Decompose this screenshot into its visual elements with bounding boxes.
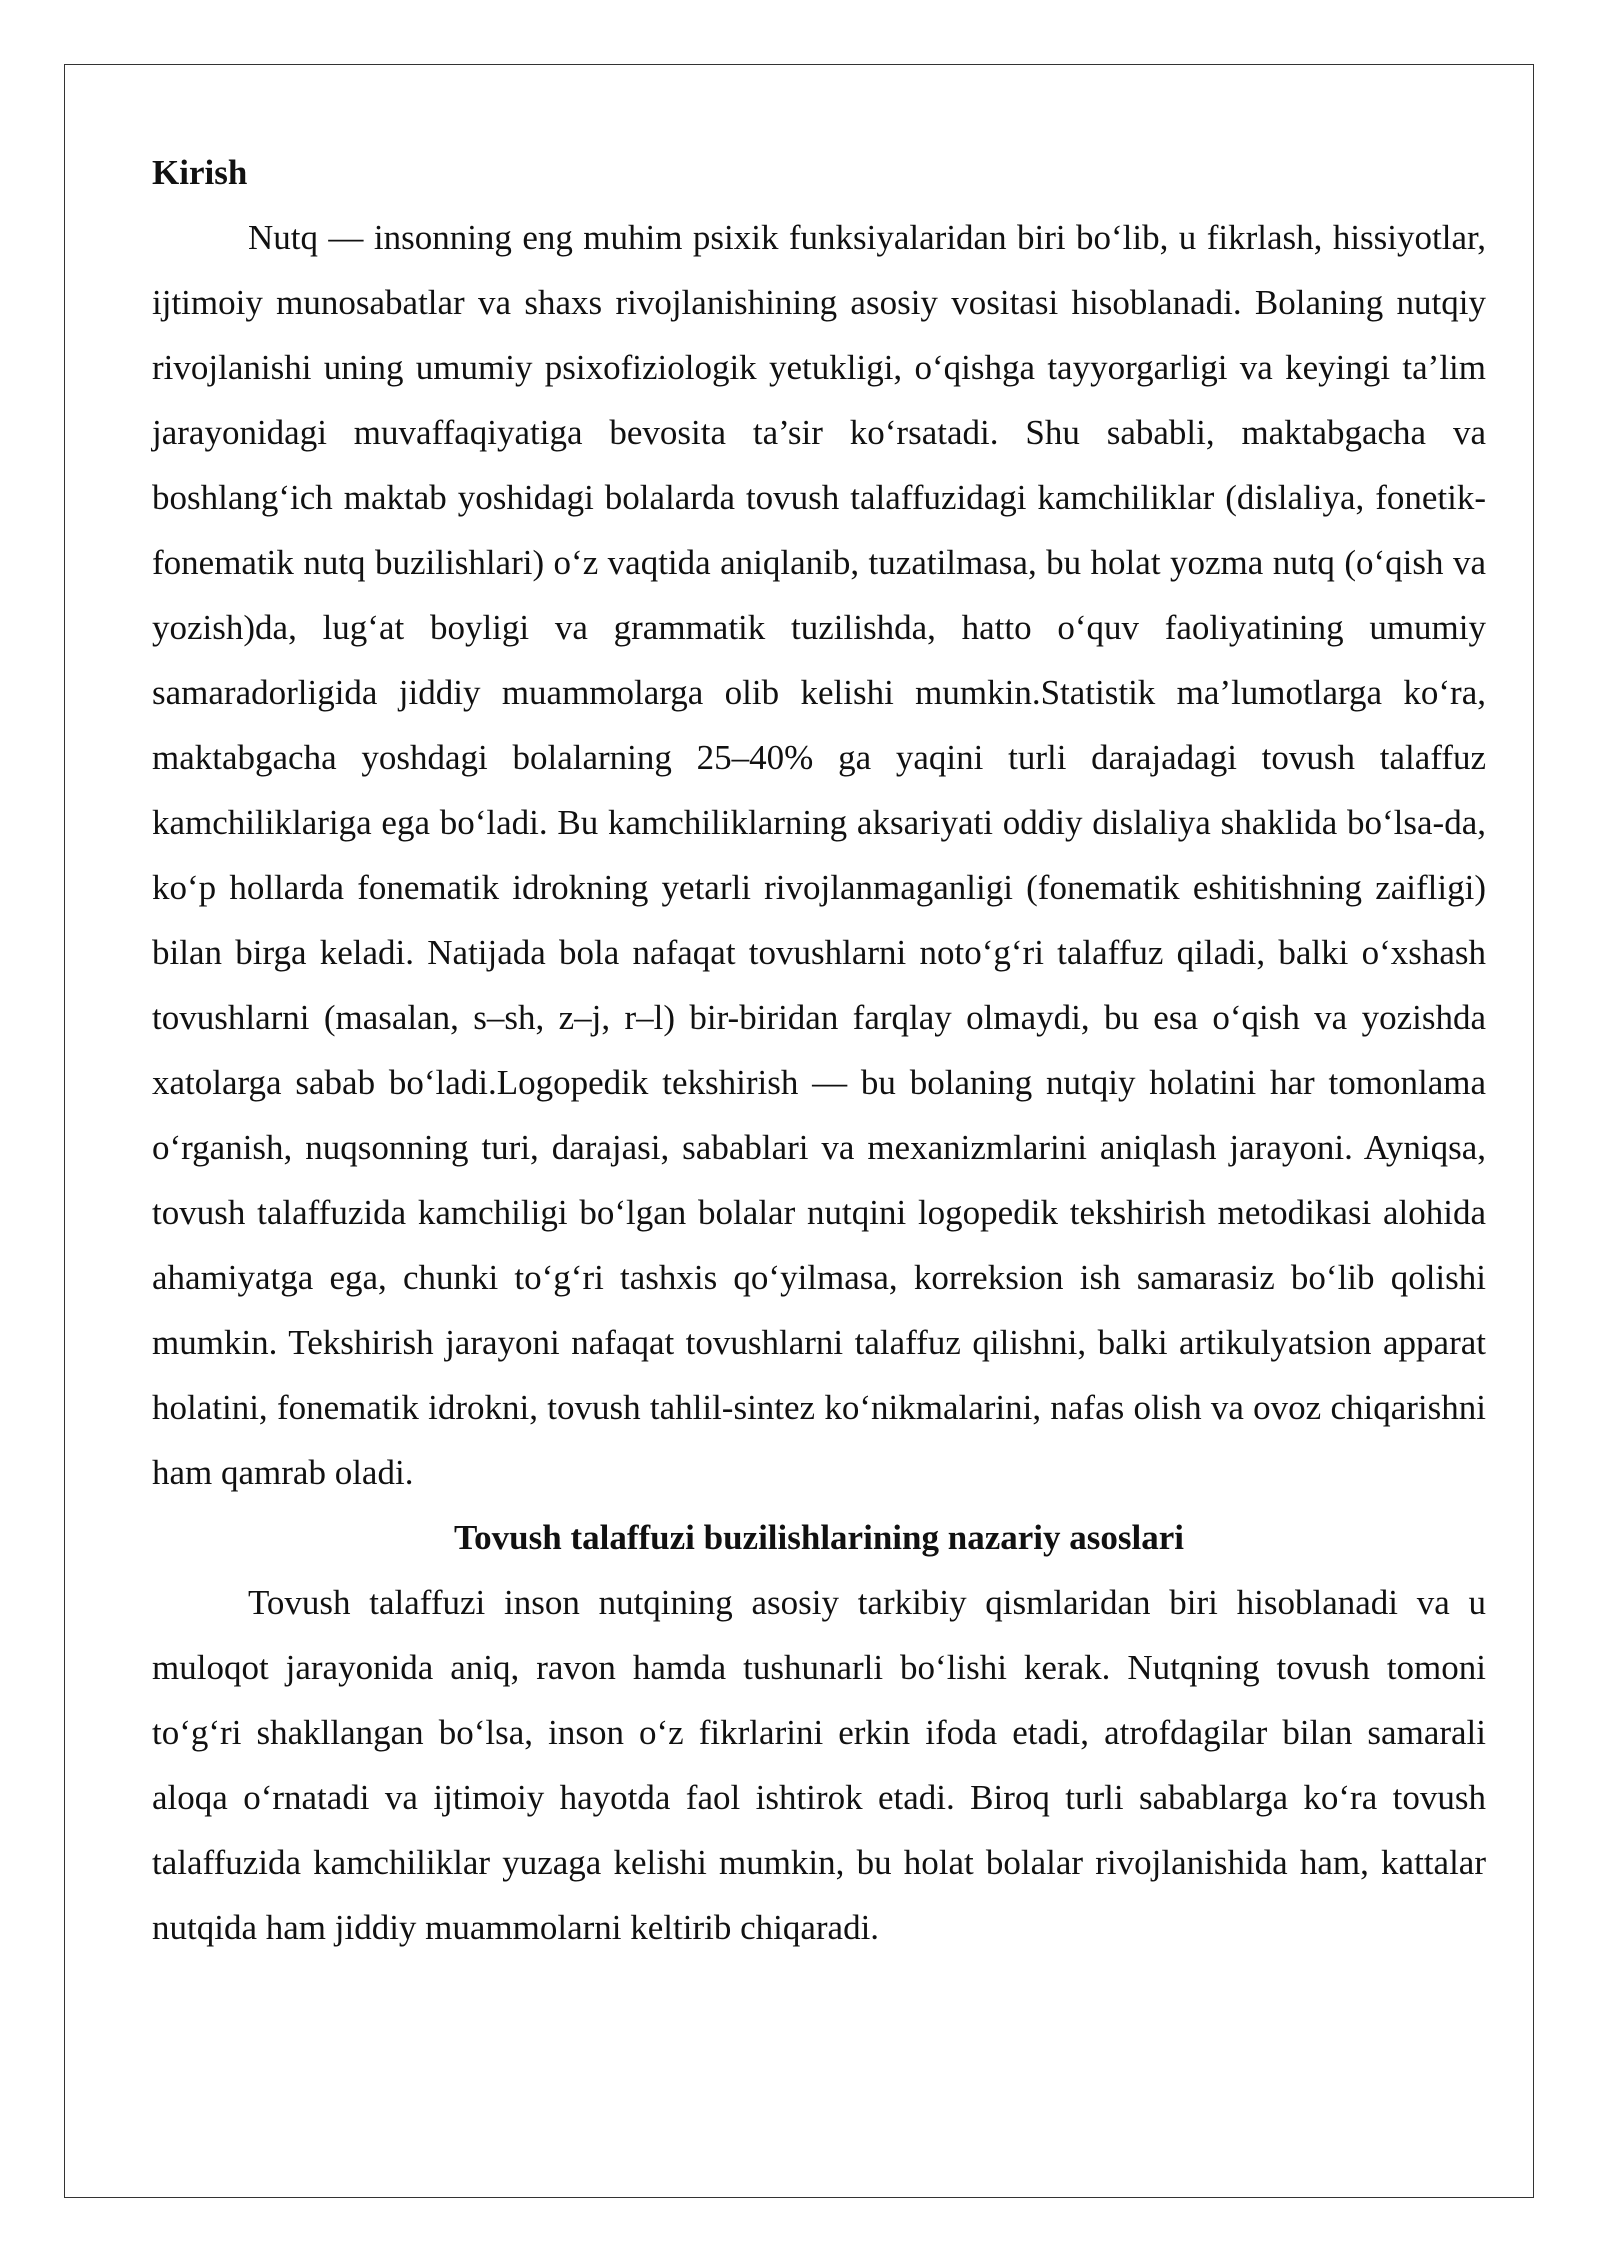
document-body [152,140,1486,1960]
intro-paragraph: Nutq — insonning eng muhim psixik funksiyalaridan biri bo‘lib, u fikrlash, hissiyotlar, ijtimoiy munosabatlar va shaxs rivojlanishining asosiy vositasi hisoblanadi. Bolaning nutqiy rivojlanishi uning umumiy psixofiziologik yetukligi, o‘qishga tayyorgarligi va keyingi ta’lim jarayonidagi muvaffaqiyatiga bevosita ta’sir ko‘rsatadi. Shu sababli, maktabgacha va boshlang‘ich maktab yoshidagi bolalarda tovush talaffuzidagi kamchiliklar (dislaliya, fonetik-fonematik nutq buzilishlari) o‘z vaqtida aniqlanib, tuzatilmasa, bu holat yozma nutq (o‘qish va yozish)da, lug‘at boyligi va grammatik tuzilishda, hatto o‘quv faoliyatining umumiy samaradorligida jiddiy muammolarga olib kelishi mumkin.Statistik ma’lumotlarga ko‘ra, maktabgacha yoshdagi bolalarning 25–40% ga yaqini turli darajadagi tovush talaffuz kamchiliklariga ega bo‘ladi. Bu kamchiliklarning aksariyati oddiy dislaliya shaklida bo‘lsa-da, ko‘p hollarda fonematik idrokning yetarli rivojlanmaganligi (fonematik eshitishning zaifligi) bilan birga keladi. Natijada bola nafaqat tovushlarni noto‘g‘ri talaffuz qiladi, balki o‘xshash tovushlarni (masalan, s–sh, z–j, r–l) bir-biridan farqlay olmaydi, bu esa o‘qish va yozishda xatolarga sabab bo‘ladi.Logopedik tekshirish — bu bolaning nutqiy holatini har tomonlama o‘rganish, nuqsonning turi, darajasi, sabablari va mexanizmlarini aniqlash jarayoni. Ayniqsa, tovush talaffuzida kamchiligi bo‘lgan bolalar nutqini logopedik tekshirish metodikasi alohida ahamiyatga ega, chunki to‘g‘ri tashxis qo‘yilmasa, korreksion ish samarasiz bo‘lib qolishi mumkin. Tekshirish jarayoni nafaqat tovushlarni talaffuz qilishni, balki artikulyatsion apparat holatini, fonematik idrokni, tovush tahlil-sintez ko‘nikmalarini, nafas olish va ovoz chiqarishni ham qamrab oladi. [152,218,1486,1492]
section-paragraph: Tovush talaffuzi inson nutqining asosiy tarkibiy qismlaridan biri hisoblanadi va u muloqot jarayonida aniq, ravon hamda tushunarli bo‘lishi kerak. Nutqning tovush tomoni to‘g‘ri shakllangan bo‘lsa, inson o‘z fikrlarini erkin ifoda etadi, atrofdagilar bilan samarali aloqa o‘rnatadi va ijtimoiy hayotda faol ishtirok etadi. Biroq turli sabablarga ko‘ra tovush talaffuzida kamchiliklar yuzaga kelishi mumkin, bu holat bolalar rivojlanishida ham, kattalar nutqida ham jiddiy muammolarni keltirib chiqaradi. [152,1583,1486,1947]
section-heading: Tovush talaffuzi buzilishlarining nazariy asoslari [454,1518,1184,1557]
intro-heading: Kirish [152,153,248,192]
